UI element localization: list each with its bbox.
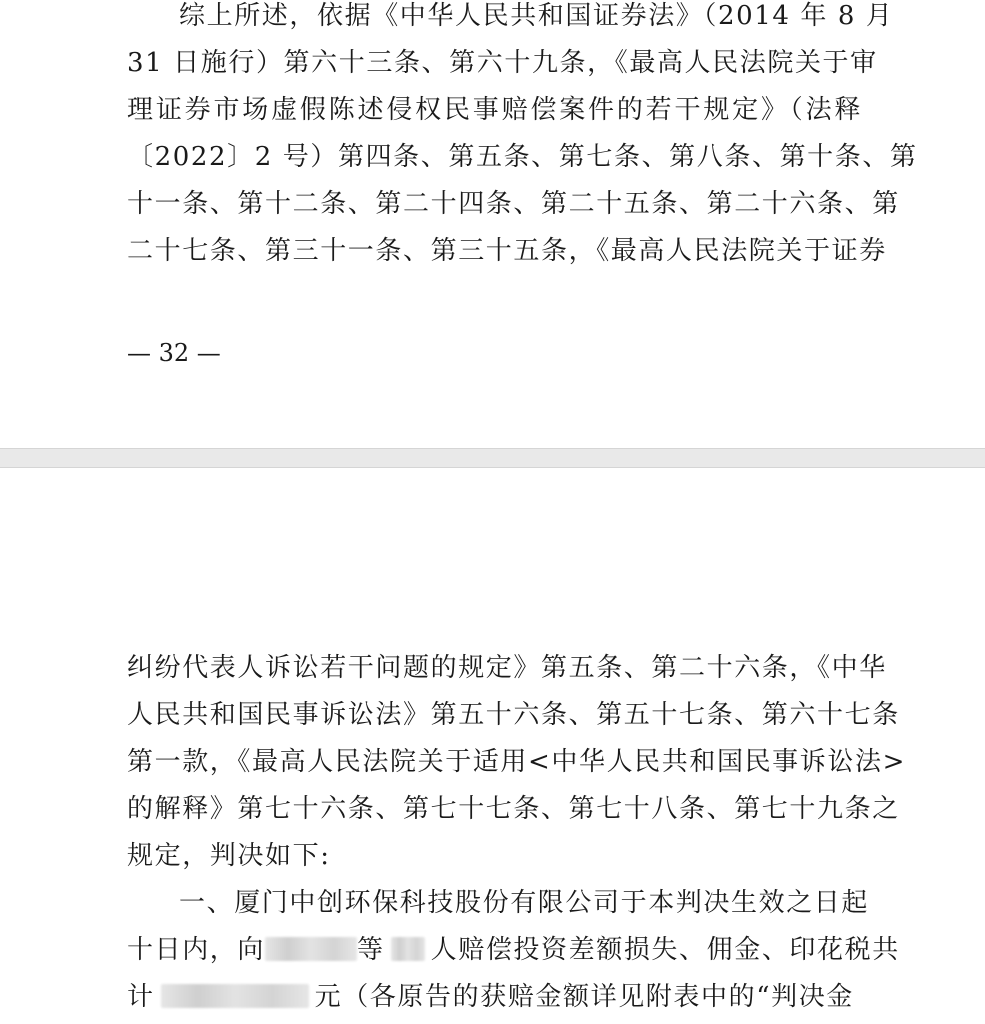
text-line-with-redaction xyxy=(127,927,900,974)
text-segment: 人赔偿投资差额损失、佣金、印花税共 xyxy=(430,935,900,965)
redacted-count-block xyxy=(391,937,425,961)
text-segment: 元（各原告的获赔金额详见附表中的“判决金 xyxy=(314,982,854,1012)
text-line: 十一条、第十二条、第二十四条、第二十五条、第二十六条、第 xyxy=(127,189,900,219)
text-line: 二十七条、第三十一条、第三十五条，《最高人民法院关于证券 xyxy=(127,236,887,266)
text-line: 〔2022〕2 号）第四条、第五条、第七条、第八条、第十条、第 xyxy=(127,142,918,172)
text-line-with-redaction xyxy=(127,974,862,1021)
text-line: 理证券市场虚假陈述侵权民事赔偿案件的若干规定》（法释 xyxy=(127,95,862,125)
text-segment: 计 xyxy=(127,982,155,1012)
paragraph-legal-basis-continued xyxy=(127,645,906,1021)
page-separator xyxy=(0,448,985,468)
text-segment: 十日内，向 xyxy=(127,935,266,965)
text-line-judgment-item-1: 一、厦门中创环保科技股份有限公司于本判决生效之日起 xyxy=(179,888,870,918)
text-line: 综上所述，依据《中华人民共和国证券法》（2014 年 8 月 xyxy=(179,1,894,31)
text-line: 人民共和国民事诉讼法》第五十六条、第五十七条、第六十七条 xyxy=(127,700,900,730)
document-page-bottom xyxy=(0,468,985,1024)
page-number: — 32 — xyxy=(127,339,221,367)
paragraph-legal-basis-top xyxy=(127,0,918,275)
text-line: 第一款，《最高人民法院关于适用<中华人民共和国民事诉讼法> xyxy=(127,747,906,777)
redacted-name-block xyxy=(265,937,357,961)
text-line: 规定，判决如下: xyxy=(127,841,331,871)
text-line: 的解释》第七十六条、第七十七条、第七十八条、第七十九条之 xyxy=(127,794,900,824)
redacted-amount-block xyxy=(161,984,309,1008)
text-line: 纠纷代表人诉讼若干问题的规定》第五条、第二十六条，《中华 xyxy=(127,653,887,683)
document-page-top xyxy=(0,0,985,448)
text-segment: 等 xyxy=(357,935,385,965)
text-line: 31 日施行）第六十三条、第六十九条，《最高人民法院关于审 xyxy=(127,48,878,78)
